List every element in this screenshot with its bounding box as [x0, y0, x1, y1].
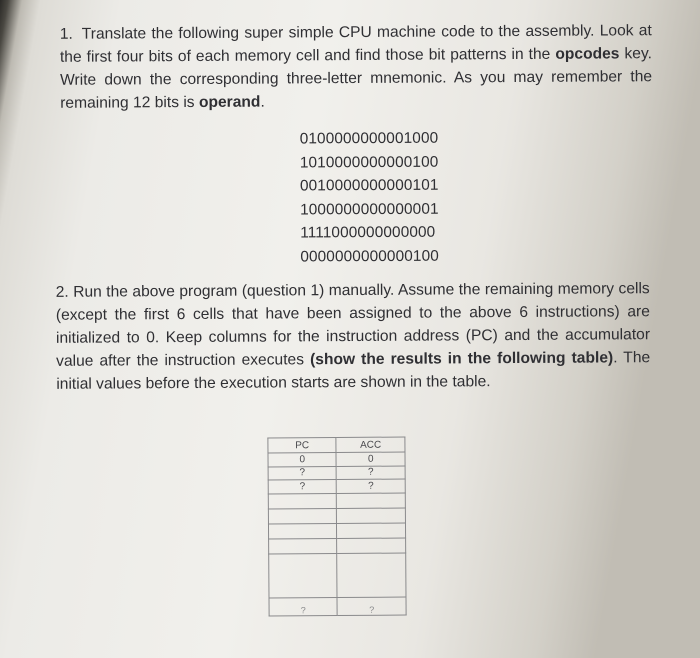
table-row	[268, 493, 405, 509]
cell-pc: 0	[268, 453, 336, 467]
table-row	[269, 597, 406, 616]
machine-code-line: 0010000000000101	[299, 176, 439, 195]
question-2-bold-instruction: (show the results in the following table)	[309, 349, 614, 369]
cell-acc	[337, 538, 406, 553]
question-1-text-b: key. Write down the corresponding three-letter mnemonic. As you may remember the remaining 12 bits is	[60, 45, 653, 112]
question-1-bold-operand: operand	[198, 93, 261, 111]
machine-code-line: 0100000000001000	[299, 129, 439, 148]
cell-acc: ?	[337, 479, 406, 493]
machine-code-line: 1000000000000001	[300, 200, 439, 218]
question-1-text-a: Translate the following super simple CPU machine code to the assembly. Look at the first four bits of each memory cell and find those bit patterns in the	[59, 22, 652, 66]
cell-pc	[268, 508, 336, 523]
question-2-text-a: Run the above program (question 1) manually. Assume the remaining memory cells (except the first 6 cells that have been assigned to the above 6 instructions) are initialized to 0. Keep columns for the instruction address (PC) and the accumulator value after the instruction executes	[55, 280, 651, 370]
table-row	[269, 538, 406, 554]
machine-code-line: 1010000000000100	[299, 153, 439, 171]
question-1-bold-opcodes: opcodes	[555, 45, 620, 63]
cell-acc	[337, 493, 406, 508]
table-header-row	[268, 437, 405, 453]
question-2	[56, 277, 651, 396]
cell-pc-last: ?	[269, 597, 338, 615]
cell-pc	[269, 553, 338, 597]
table-row	[268, 508, 405, 524]
machine-code-line: 1111000000000000	[300, 223, 436, 242]
table-row	[269, 553, 406, 598]
cell-pc	[268, 523, 336, 538]
machine-code-line: 0000000000000100	[300, 247, 439, 265]
cell-pc: ?	[268, 480, 336, 494]
cell-acc	[337, 508, 406, 523]
table-row	[268, 479, 405, 493]
header-acc: ACC	[336, 437, 405, 452]
question-1	[60, 19, 653, 115]
question-1-period: .	[260, 93, 265, 111]
question-1-number: 1.	[59, 25, 73, 43]
cell-acc: 0	[336, 452, 405, 466]
table-row	[268, 523, 405, 539]
cell-pc	[268, 493, 336, 508]
cell-acc	[337, 553, 406, 597]
cell-pc	[269, 538, 337, 553]
execution-table	[267, 437, 406, 616]
question-2-text-b: . The initial values before the execution starts are shown in the table.	[56, 349, 651, 393]
question-2-number: 2.	[55, 283, 69, 301]
cell-pc: ?	[268, 466, 336, 480]
cell-acc: ?	[336, 466, 405, 480]
cell-acc	[337, 523, 406, 538]
header-pc: PC	[268, 438, 336, 453]
machine-code-list	[300, 127, 471, 269]
table-row	[268, 452, 405, 466]
table-row	[268, 466, 405, 480]
cell-acc-last: ?	[337, 597, 406, 615]
